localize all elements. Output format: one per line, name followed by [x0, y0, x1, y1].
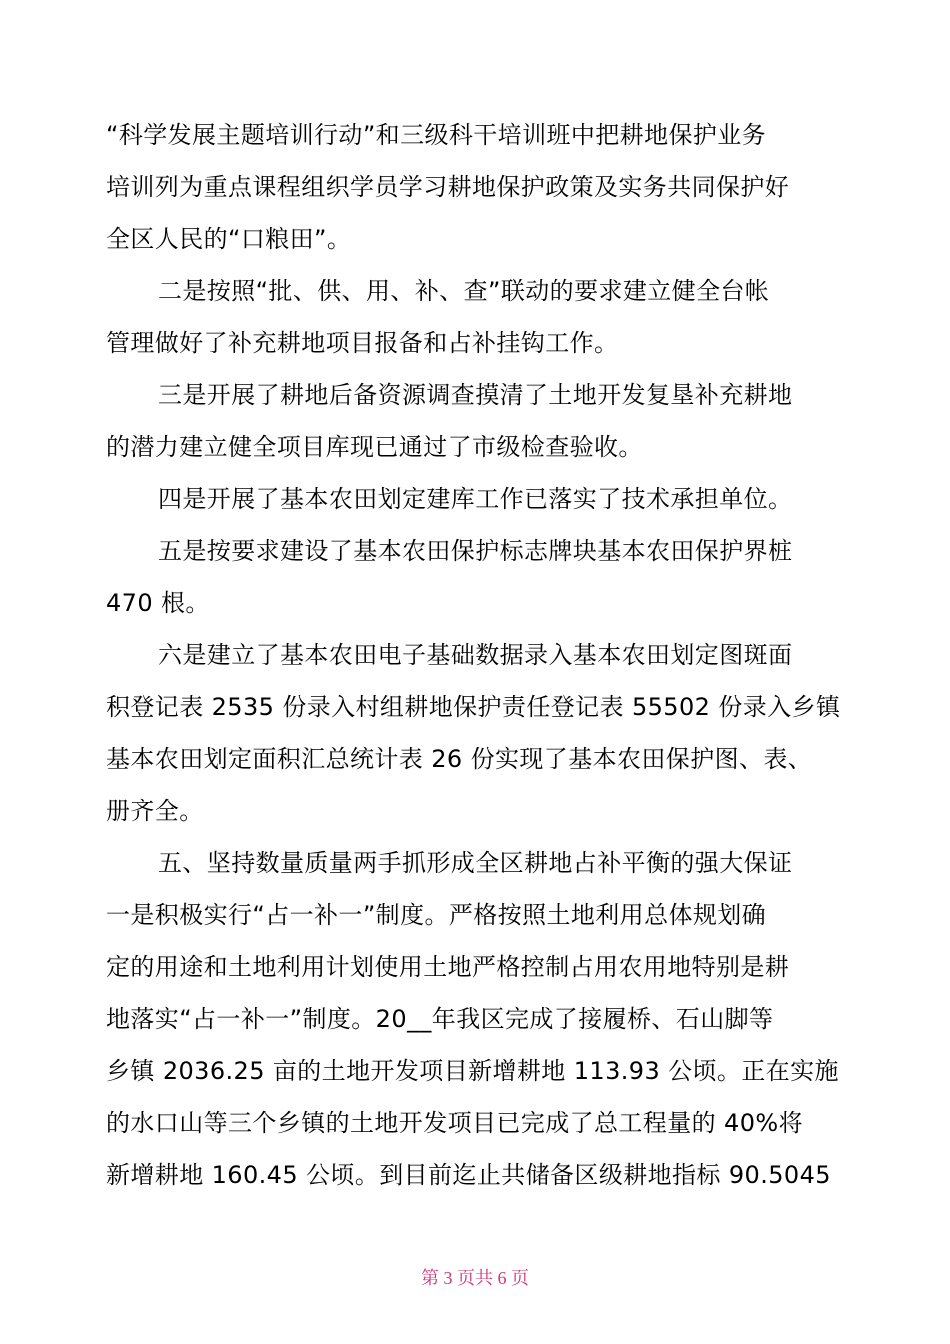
text-line: 地落实“占一补一”制度。20__年我区完成了接履桥、石山脚等 — [106, 1005, 774, 1033]
text-line: 五是按要求建设了基本农田保护标志牌块基本农田保护界桩 — [158, 537, 793, 565]
text-line: 册齐全。 — [106, 797, 204, 825]
text-line: 基本农田划定面积汇总统计表 26 份实现了基本农田保护图、表、 — [106, 745, 813, 773]
text-line: 管理做好了补充耕地项目报备和占补挂钩工作。 — [106, 329, 619, 357]
text-line: 定的用途和土地利用计划使用土地严格控制占用农用地特别是耕 — [106, 953, 790, 981]
page-number-footer: 第 3 页共 6 页 — [421, 1268, 529, 1288]
text-line: 三是开展了耕地后备资源调查摸清了土地开发复垦补充耕地 — [158, 381, 793, 409]
text-line: 五、坚持数量质量两手抓形成全区耕地占补平衡的强大保证 — [158, 849, 793, 877]
text-line: 470 根。 — [106, 589, 210, 617]
text-line: 一是积极实行“占一补一”制度。严格按照土地利用总体规划确 — [106, 901, 767, 929]
text-line: 乡镇 2036.25 亩的土地开发项目新增耕地 113.93 公顷。正在实施 — [106, 1057, 839, 1085]
text-block — [106, 109, 841, 1201]
text-line: “科学发展主题培训行动”和三级科干培训班中把耕地保护业务 — [106, 121, 767, 149]
text-line: 培训列为重点课程组织学员学习耕地保护政策及实务共同保护好 — [106, 173, 790, 201]
text-line: 二是按照“批、供、用、补、查”联动的要求建立健全台帐 — [158, 277, 770, 305]
text-line: 全区人民的“口粮田”。 — [106, 225, 352, 253]
text-line: 的潜力建立健全项目库现已通过了市级检查验收。 — [106, 433, 643, 461]
document-body — [106, 109, 841, 1201]
text-line: 新增耕地 160.45 公顷。到目前迄止共储备区级耕地指标 90.5045 — [106, 1161, 831, 1189]
text-line: 四是开展了基本农田划定建库工作已落实了技术承担单位。 — [158, 485, 793, 513]
text-line: 的水口山等三个乡镇的土地开发项目已完成了总工程量的 40%将 — [106, 1109, 803, 1137]
text-line: 积登记表 2535 份录入村组耕地保护责任登记表 55502 份录入乡镇 — [106, 693, 841, 721]
text-line: 六是建立了基本农田电子基础数据录入基本农田划定图斑面 — [158, 641, 793, 669]
